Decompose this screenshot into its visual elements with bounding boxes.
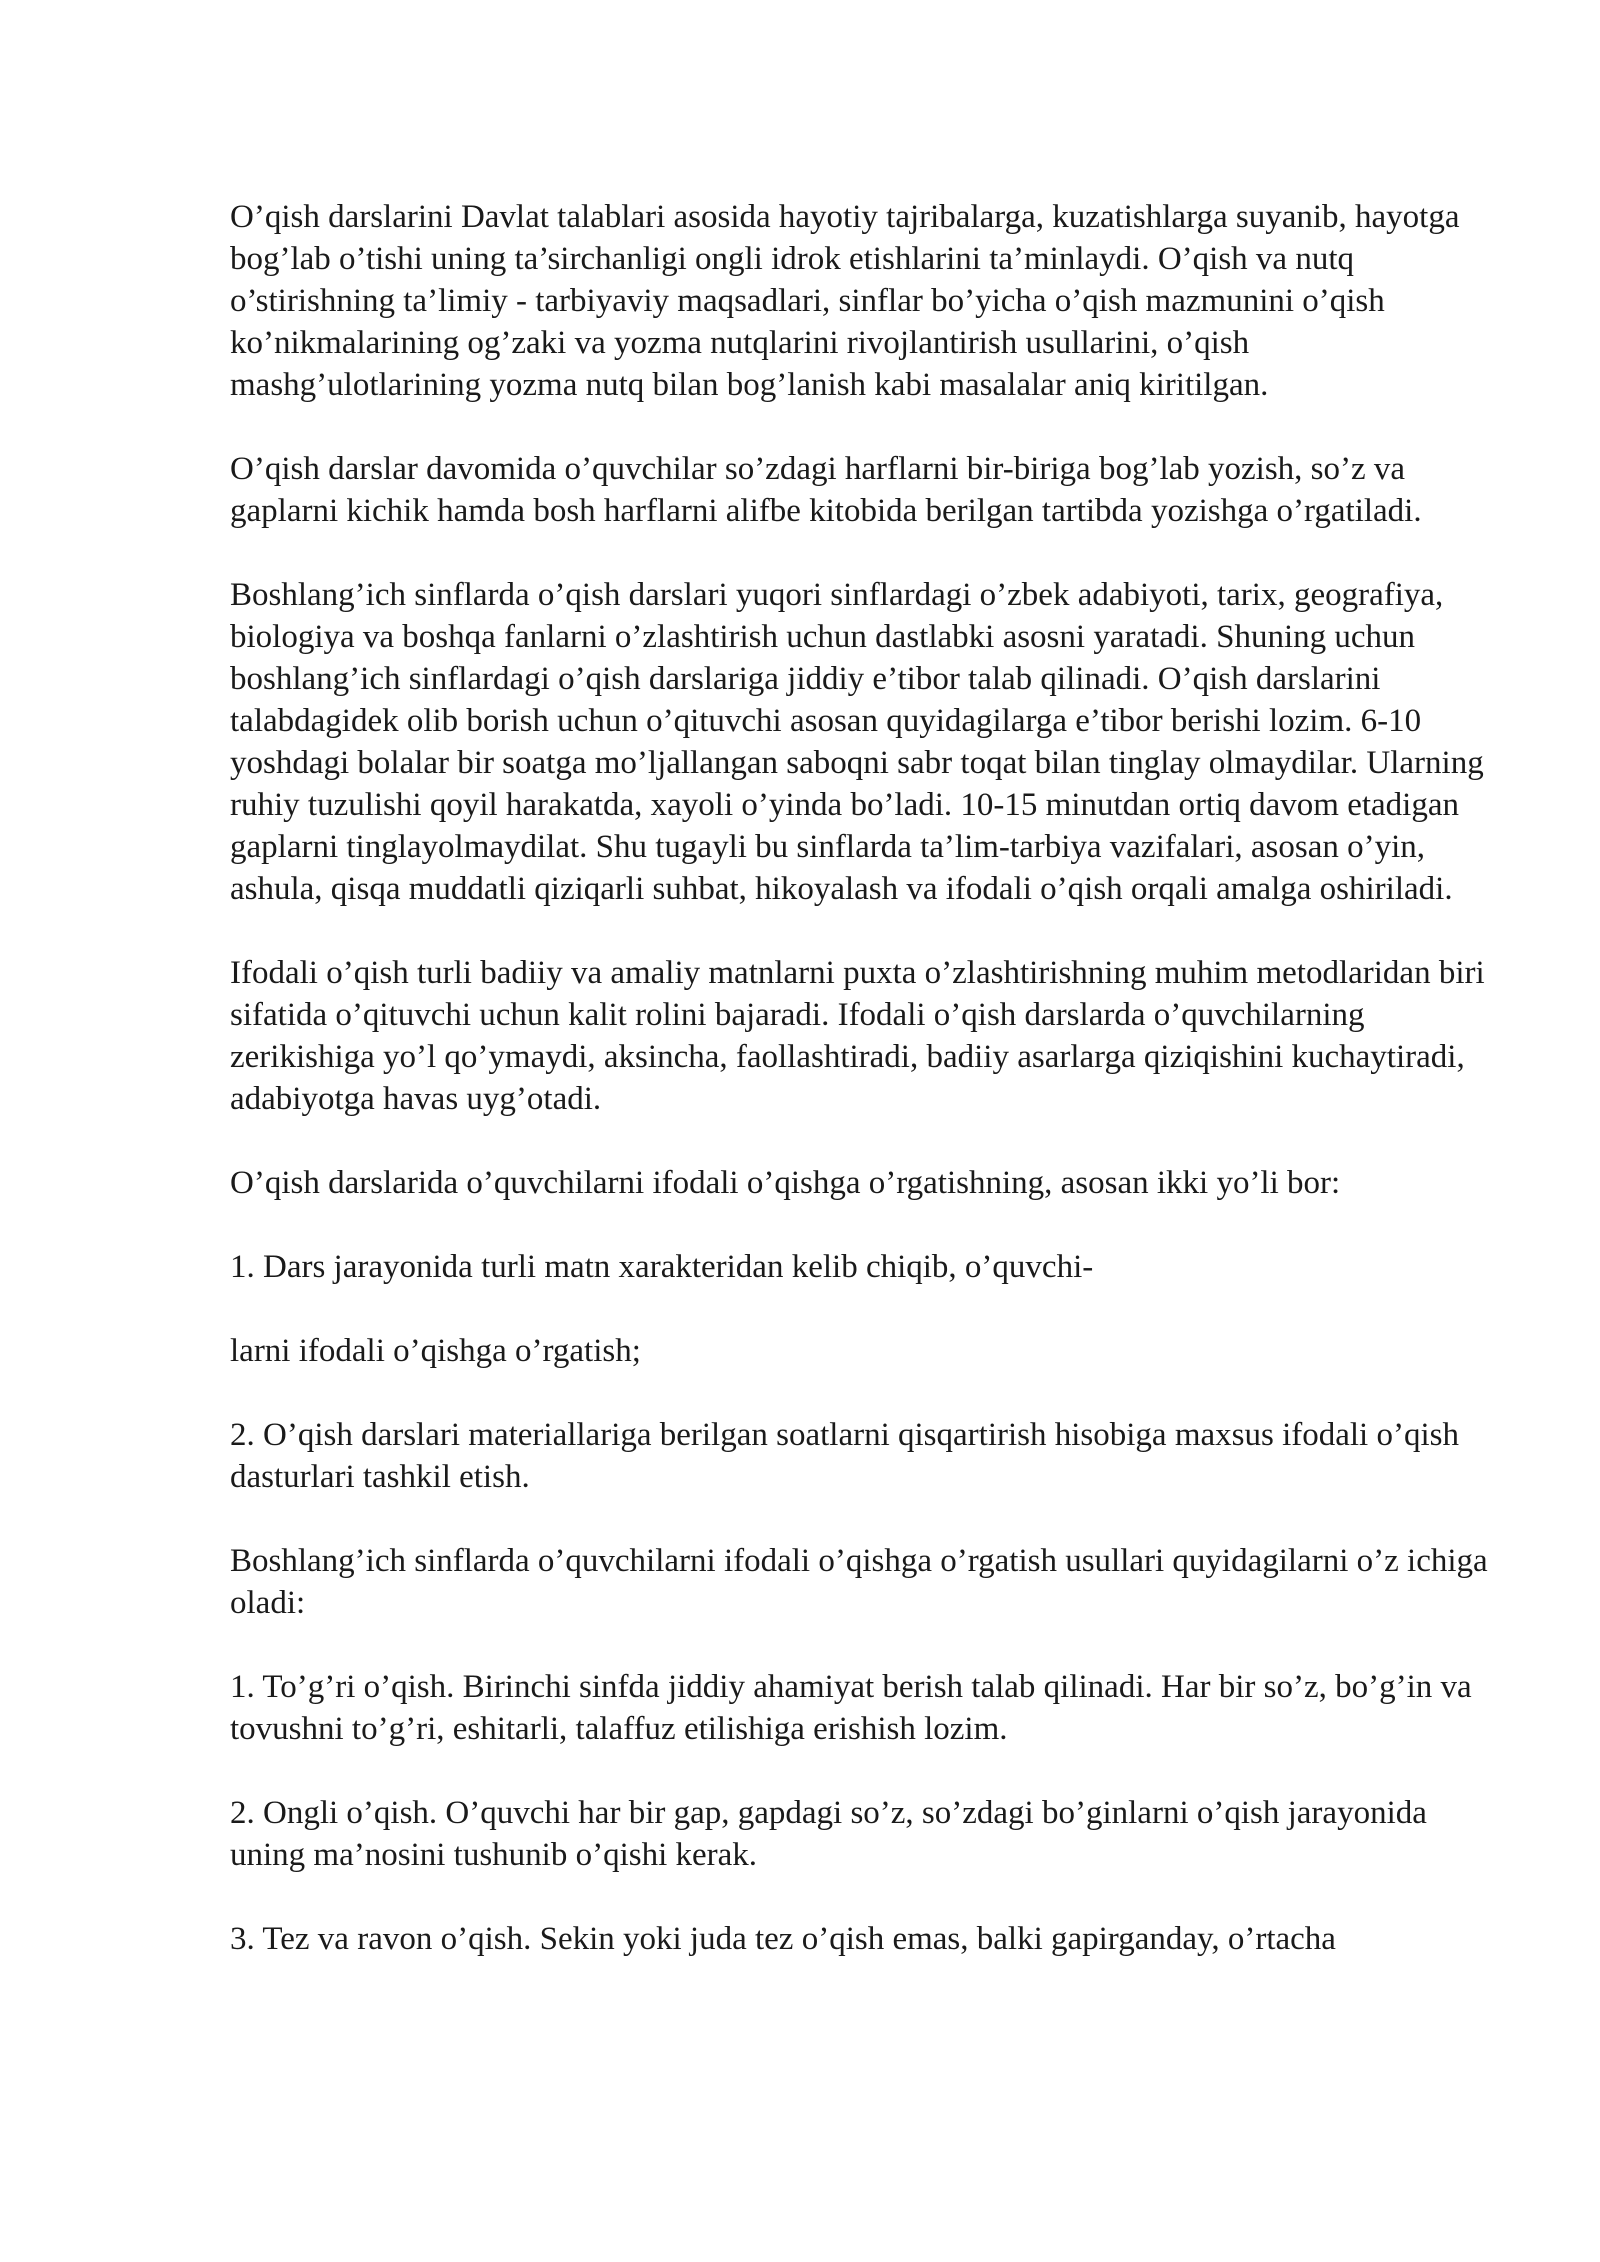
document-page [230,196,1500,2002]
paragraph-4: Ifodali o’qish turli badiiy va amaliy matnlarni puxta o’zlashtirishning muhim metodlaridan biri sifatida o’qituvchi uchun kalit rolini bajaradi. Ifodali o’qish darslarda o’quvchilarning zerikishiga yo’l qo’ymaydi, aksincha, faollashtiradi, badiiy asarlarga qiziqishini kuchaytiradi, adabiyotga havas uyg’otadi. [230,955,1485,1117]
method-item-1: 1. To’g’ri o’qish. Birinchi sinfda jiddiy ahamiyat berish talab qilinadi. Har bir so’z, bo’g’in va tovushni to’g’ri, eshitarli, talaffuz etilishiga erishish lozim. [230,1669,1472,1747]
method-item-2: 2. Ongli o’qish. O’quvchi har bir gap, gapdagi so’z, so’zdagi bo’ginlarni o’qish jarayonida uning ma’nosini tushunib o’qishi kerak. [230,1795,1427,1873]
paragraph-5: O’qish darslarida o’quvchilarni ifodali o’qishga o’rgatishning, asosan ikki yo’li bor: [230,1165,1341,1201]
paragraph-2: O’qish darslar davomida o’quvchilar so’zdagi harflarni bir-biriga bog’lab yozish, so’z va gaplarni kichik hamda bosh harflarni alifbe kitobida berilgan tartibda yozishga o’rgatiladi. [230,451,1422,529]
list-item-2: 2. O’qish darslari materiallariga berilgan soatlarni qisqartirish hisobiga maxsus ifodali o’qish dasturlari tashkil etish. [230,1417,1459,1495]
paragraph-1: O’qish darslarini Davlat talablari asosida hayotiy tajribalarga, kuzatishlarga suyanib, hayotga bog’lab o’tishi uning ta’sirchanligi ongli idrok etishlarini ta’minlaydi. O’qish va nutq o’stirishning ta’limiy - tarbiyaviy maqsadlari, sinflar bo’yicha o’qish mazmunini o’qish ko’nikmalarining og’zaki va yozma nutqlarini rivojlantirish usullarini, o’qish mashg’ulotlarining yozma nutq bilan bog’lanish kabi masalalar aniq kiritilgan. [230,199,1460,403]
paragraph-3: Boshlang’ich sinflarda o’qish darslari yuqori sinflardagi o’zbek adabiyoti, tarix, geografiya, biologiya va boshqa fanlarni o’zlashtirish uchun dastlabki asosni yaratadi. Shuning uchun boshlang’ich sinflardagi o’qish darslariga jiddiy e’tibor talab qilinadi. O’qish darslarini talabdagidek olib borish uchun o’qituvchi asosan quyidagilarga e’tibor berishi lozim. 6-10 yoshdagi bolalar bir soatga mo’ljallangan saboqni sabr toqat bilan tinglay olmaydilar. Ularning ruhiy tuzulishi qoyil harakatda, xayoli o’yinda bo’ladi. 10-15 minutdan ortiq davom etadigan gaplarni tinglayolmaydilat. Shu tugayli bu sinflarda ta’lim-tarbiya vazifalari, asosan o’yin, ashula, qisqa muddatli qiziqarli suhbat, hikoyalash va ifodali o’qish orqali amalga oshiriladi. [230,577,1484,907]
list-item-1a: 1. Dars jarayonida turli matn xarakteridan kelib chiqib, o’quvchi- [230,1249,1094,1285]
list-item-1b: larni ifodali o’qishga o’rgatish; [230,1333,641,1369]
paragraph-6: Boshlang’ich sinflarda o’quvchilarni ifodali o’qishga o’rgatish usullari quyidagilarni o’z ichiga oladi: [230,1543,1488,1621]
method-item-3: 3. Tez va ravon o’qish. Sekin yoki juda tez o’qish emas, balki gapirganday, o’rtacha [230,1921,1336,1957]
